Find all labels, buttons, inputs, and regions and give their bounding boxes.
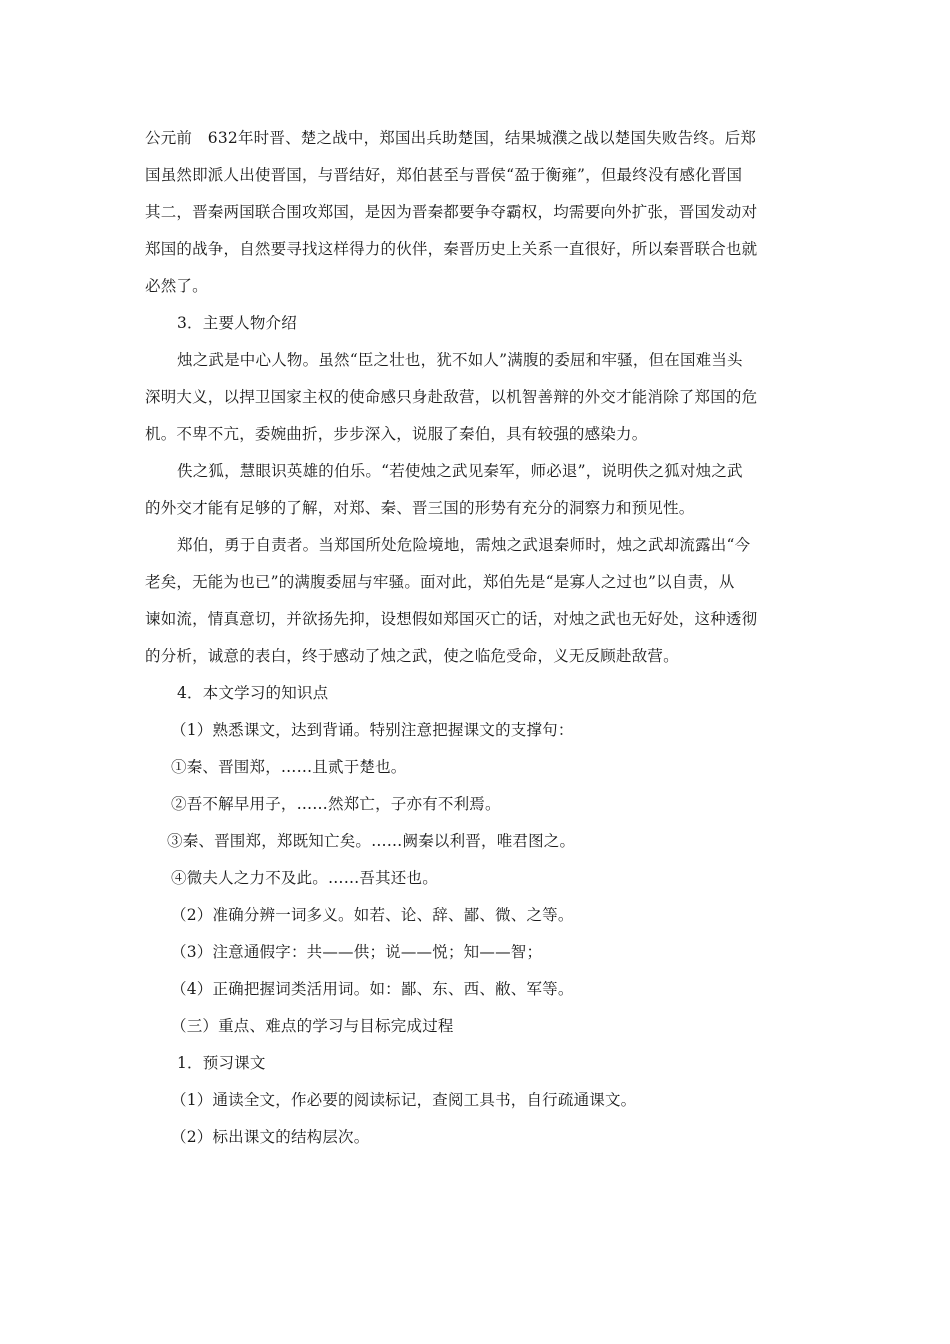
paragraph-line: 谏如流，情真意切，并欲扬先抑，设想假如郑国灭亡的话，对烛之武也无好处，这种透彻: [145, 610, 758, 628]
paragraph-line: 烛之武是中心人物。虽然“臣之壮也，犹不如人”满腹的委屈和牢骚，但在国难当头: [177, 351, 743, 369]
paragraph-line: 佚之狐，慧眼识英雄的伯乐。“若使烛之武见秦军，师必退”，说明佚之狐对烛之武: [177, 462, 743, 480]
paragraph-line: 的分析，诚意的表白，终于感动了烛之武，使之临危受命，义无反顾赴敌营。: [145, 647, 679, 665]
list-item: ②吾不解早用子，……然郑亡，子亦有不利焉。: [171, 795, 501, 813]
section-heading: 3．主要人物介绍: [177, 314, 297, 332]
section-heading: 1．预习课文: [177, 1054, 266, 1072]
list-item: ④微夫人之力不及此。……吾其还也。: [171, 869, 438, 887]
paragraph-line: 机。不卑不亢，委婉曲折，步步深入，说服了秦伯，具有较强的感染力。: [145, 425, 648, 443]
section-heading: 4．本文学习的知识点: [177, 684, 329, 702]
paragraph-line: 其二，晋秦两国联合围攻郑国，是因为晋秦都要争夺霸权，均需要向外扩张，晋国发动对: [145, 203, 758, 221]
paragraph-line: 公元前 632年时晋、楚之战中，郑国出兵助楚国，结果城濮之战以楚国失败告终。后郑: [145, 129, 757, 147]
section-heading: （三）重点、难点的学习与目标完成过程: [171, 1017, 454, 1035]
paragraph-line: 深明大义，以捍卫国家主权的使命感只身赴敌营，以机智善辩的外交才能消除了郑国的危: [145, 388, 758, 406]
paragraph-line: 的外交才能有足够的了解，对郑、秦、晋三国的形势有充分的洞察力和预见性。: [145, 499, 695, 517]
paragraph-line: 郑伯，勇于自责者。当郑国所处危险境地，需烛之武退秦师时，烛之武却流露出“今: [177, 536, 751, 554]
paragraph-line: 国虽然即派人出使晋国，与晋结好，郑伯甚至与晋侯“盈于衡雍”，但最终没有感化晋国: [145, 166, 743, 184]
list-item: （1）通读全文，作必要的阅读标记，查阅工具书，自行疏通课文。: [171, 1091, 637, 1109]
list-item: （4）正确把握词类活用词。如：鄙、东、西、敝、军等。: [171, 980, 574, 998]
list-item: ①秦、晋围郑，……且贰于楚也。: [171, 758, 407, 776]
list-item: （1）熟悉课文，达到背诵。特别注意把握课文的支撑句：: [171, 721, 574, 739]
paragraph-line: 郑国的战争，自然要寻找这样得力的伙伴，秦晋历史上关系一直很好，所以秦晋联合也就: [145, 240, 758, 258]
list-item: （2）标出课文的结构层次。: [171, 1128, 370, 1146]
list-item: ③秦、晋围郑，郑既知亡矣。……阙秦以利晋，唯君图之。: [167, 832, 576, 850]
paragraph-line: 必然了。: [145, 277, 208, 295]
document-body: [145, 120, 810, 1156]
list-item: （3）注意通假字：共——供；说——悦；知——智；: [171, 943, 543, 961]
list-item: （2）准确分辨一词多义。如若、论、辞、鄙、微、之等。: [171, 906, 574, 924]
paragraph-line: 老矣，无能为也已”的满腹委屈与牢骚。面对此，郑伯先是“是寡人之过也”以自责，从: [145, 573, 735, 591]
